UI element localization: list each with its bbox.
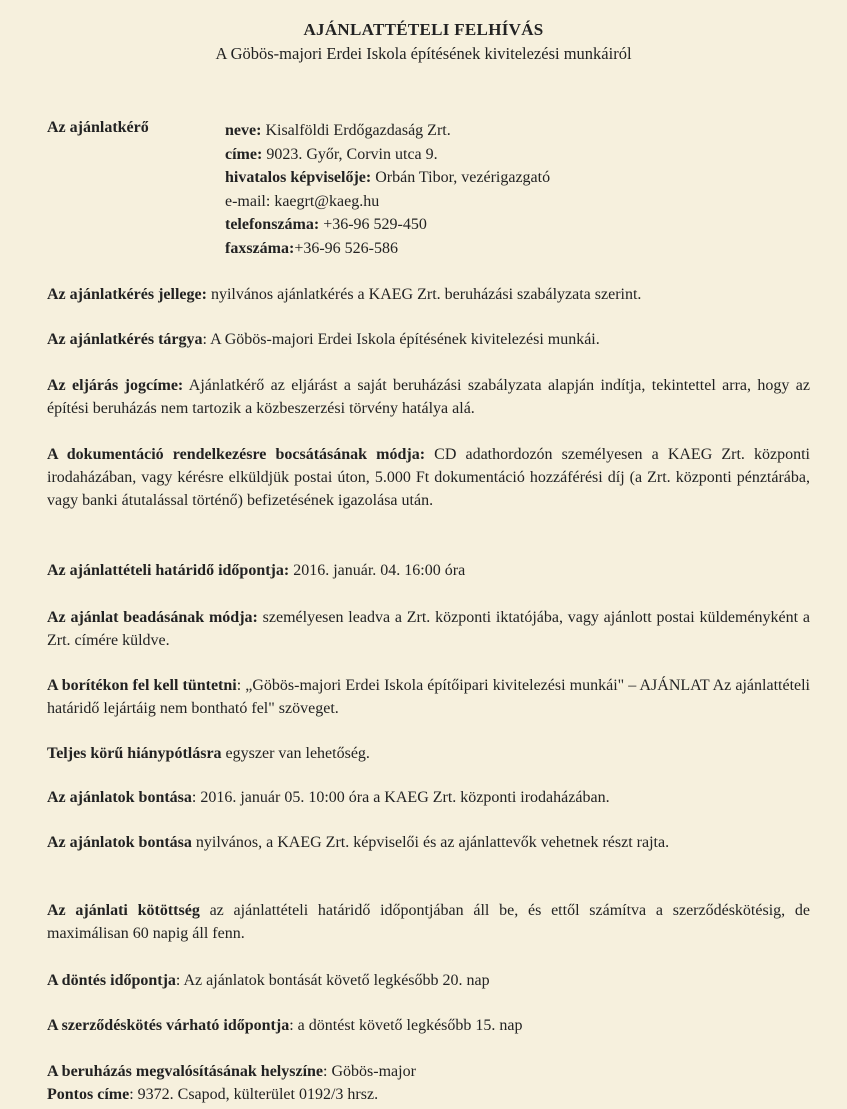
boritek-text: : „Göbös-majori Erdei Iskola építőipari kivitelezési munkái" – AJÁNLAT Az ajánlattételi határidő lejártáig nem bontható fel" szöveget.: [47, 677, 811, 717]
paragraph-szerzodes: [47, 1014, 810, 1037]
fax-value: +36-96 526-586: [294, 239, 398, 257]
helyszin-label: A beruházás megvalósításának helyszíne: [47, 1063, 324, 1080]
name-value: Kisalföldi Erdőgazdaság Zrt.: [261, 122, 451, 139]
paragraph-dokumentacio: [47, 443, 810, 512]
paragraph-hatarido: [47, 559, 810, 582]
fax-label: faxszáma:: [225, 239, 295, 257]
phone-label: telefonszáma:: [225, 216, 320, 233]
jogcim-text: Ajánlatkérő az eljárást a saját beruházási szabályzata alapján indítja, tekintettel arra, hogy az építési beruházás nem tartozik a közbeszerzési törvény hatálya alá.: [47, 377, 810, 417]
rep-value: Orbán Tibor, vezérigazgató: [371, 169, 551, 186]
beadas-text: személyesen leadva a Zrt. központi iktatójába, vagy ajánlott postai küldeményként a Zrt. címére küldve.: [47, 609, 810, 649]
paragraph-helyszin: [47, 1060, 810, 1083]
cim-label: Pontos címe: [47, 1086, 130, 1103]
dontes-label: A döntés időpontja: [47, 972, 176, 989]
email-label: e-mail:: [225, 192, 271, 210]
requester-rep-line: [225, 166, 550, 190]
targy-text: : A Göbös-majori Erdei Iskola építésének kivitelezési munkái.: [202, 331, 600, 348]
requester-label: Az ajánlatkérő: [47, 119, 149, 136]
jelleg-text: nyilvános ajánlatkérés a KAEG Zrt. beruházási szabályzata szerint.: [206, 286, 642, 303]
document-title: AJÁNLATTÉTELI FELHÍVÁS: [303, 20, 544, 39]
dok-text: CD adathordozón személyesen a KAEG Zrt. központi irodaházában, vagy kérésre elküldjük postai úton, 5.000 Ft dokumentáció hozzáférési díj (a Zrt. központi pénztárába, vagy banki átutalással történő) befizetésének igazolása után.: [47, 446, 810, 509]
bontas-label: Az ajánlatok bontása: [47, 789, 192, 806]
paragraph-bontas: [47, 786, 810, 809]
dok-label: A dokumentáció rendelkezésre bocsátásának módja:: [47, 446, 426, 463]
paragraph-jogcim: [47, 374, 810, 420]
hiany-text: egyszer van lehetőség.: [221, 745, 370, 762]
address-label: címe:: [225, 145, 263, 163]
paragraph-dontes: [47, 969, 810, 992]
beadas-label: Az ajánlat beadásának módja:: [47, 609, 258, 626]
hatarido-label: Az ajánlattételi határidő időpontja:: [47, 562, 290, 579]
jogcim-label: Az eljárás jogcíme:: [47, 377, 184, 394]
kotottseg-text: az ajánlattételi határidő időpontjában áll be, és ettől számítva a szerződéskötésig, de maximálisan 60 napig áll fenn.: [47, 902, 811, 942]
requester-email-line: [225, 190, 550, 214]
szerzodes-text: : a döntést követő legkésőbb 15. nap: [289, 1017, 523, 1034]
dontes-text: : Az ajánlatok bontását követő legkésőbb 20. nap: [175, 972, 490, 989]
kotottseg-label: Az ajánlati kötöttség: [47, 902, 200, 919]
targy-label: Az ajánlatkérés tárgya: [47, 331, 203, 348]
szerzodes-label: A szerződéskötés várható időpontja: [47, 1017, 290, 1034]
jelleg-label: Az ajánlatkérés jellege:: [47, 286, 207, 303]
paragraph-hianypotlas: [47, 742, 810, 765]
requester-phone-line: [225, 213, 550, 237]
name-label: neve:: [225, 122, 262, 139]
document-subtitle: A Göbös-majori Erdei Iskola építésének kivitelezési munkáiról: [215, 44, 632, 63]
boritek-label: A borítékon fel kell tüntetni: [47, 677, 237, 694]
requester-address-line: [225, 143, 550, 167]
bontas2-text: nyilvános, a KAEG Zrt. képviselői és az ajánlattevők vehetnek részt rajta.: [191, 834, 670, 851]
phone-value: +36-96 529-450: [319, 216, 427, 233]
paragraph-pontos-cim: [47, 1083, 810, 1106]
requester-name-line: [225, 119, 550, 143]
cim-text: : 9372. Csapod, külterület 0192/3 hrsz.: [129, 1086, 379, 1103]
requester-fax-line: [225, 237, 550, 261]
address-value: 9023. Győr, Corvin utca 9.: [262, 145, 438, 163]
bontas-text: : 2016. január 05. 10:00 óra a KAEG Zrt. központi irodaházában.: [191, 789, 610, 806]
paragraph-beadas: [47, 606, 810, 652]
email-value: kaegrt@kaeg.hu: [270, 192, 380, 210]
hiany-label: Teljes körű hiánypótlásra: [47, 745, 222, 762]
helyszin-text: : Göbös-major: [323, 1063, 416, 1080]
paragraph-kotottseg: [47, 899, 810, 945]
paragraph-bontas-nyilvanos: [47, 831, 810, 854]
paragraph-boritek: [47, 674, 810, 720]
bontas2-label: Az ajánlatok bontása: [47, 834, 192, 851]
requester-details: [225, 119, 550, 260]
paragraph-targy: [47, 328, 810, 351]
hatarido-text: 2016. január. 04. 16:00 óra: [289, 562, 466, 579]
paragraph-jelleg: [47, 283, 810, 306]
rep-label: hivatalos képviselője:: [225, 169, 372, 186]
